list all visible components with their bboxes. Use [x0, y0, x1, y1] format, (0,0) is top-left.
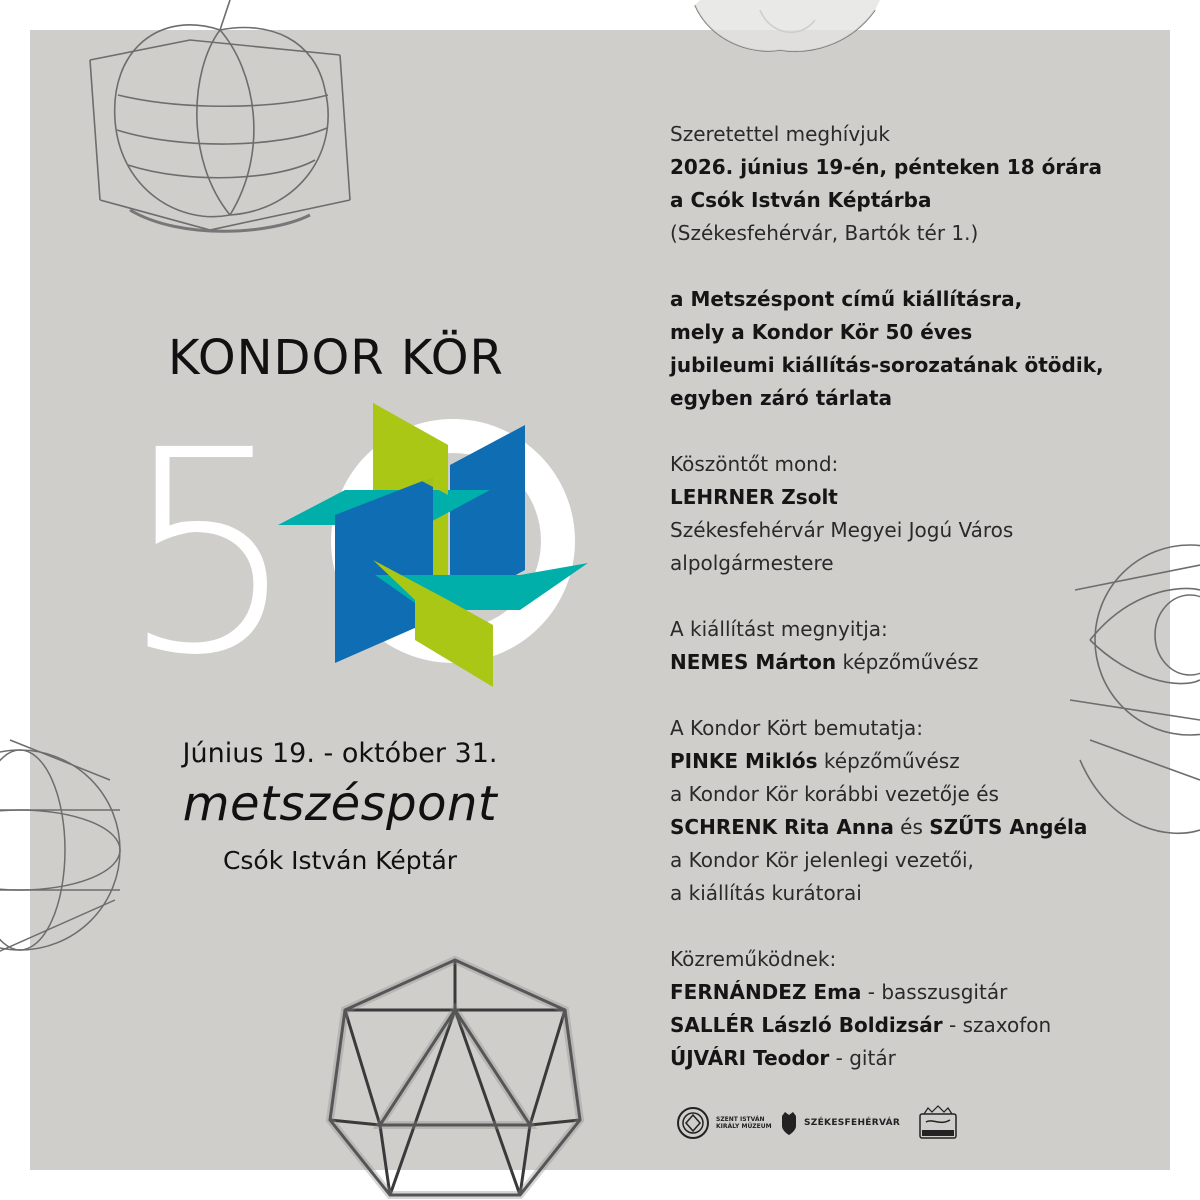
exhibition-venue: Csók István Képtár	[222, 846, 458, 875]
intro-label: A Kondor Kört bemutatja:	[670, 716, 924, 740]
museum-name-1: SZENT ISTVÁN	[716, 1116, 765, 1123]
event-datetime: 2026. június 19-én, pénteken 18 órára	[670, 155, 1103, 179]
intro-role-1b: a Kondor Kör korábbi vezetője és	[670, 782, 999, 806]
festival-logo	[918, 1104, 958, 1140]
intro-role-3: a kiállítás kurátorai	[670, 881, 862, 905]
number-five: 5	[120, 395, 299, 695]
invitation-text	[670, 118, 1190, 1075]
musician-1	[670, 976, 1190, 1009]
intro-name-1: PINKE Miklós	[670, 749, 818, 773]
city-logo	[780, 1110, 900, 1136]
kondor-kor-title: KONDOR KÖR	[168, 330, 504, 386]
museum-emblem-icon	[676, 1106, 710, 1140]
intro-role-2: a Kondor Kör jelenlegi vezetői,	[670, 848, 974, 872]
intro-name-3: SZŰTS Angéla	[929, 815, 1088, 839]
exhibition-line-1: a Metszéspont című kiállításra,	[670, 287, 1023, 311]
invite-line: Szeretettel meghívjuk	[670, 122, 890, 146]
musician-3-role: - gitár	[835, 1046, 896, 1070]
musician-2	[670, 1009, 1190, 1042]
exhibition-line-3: jubileumi kiállítás-sorozatának ötödik,	[670, 353, 1104, 377]
intro-and: és	[900, 815, 923, 839]
musician-3-name: ÚJVÁRI Teodor	[670, 1046, 830, 1070]
fifty-emblem	[115, 395, 605, 695]
intro-role-1: képzőművész	[823, 749, 960, 773]
museum-name-2: KIRÁLY MÚZEUM	[716, 1123, 772, 1130]
opening-label: A kiállítást megnyitja:	[670, 617, 888, 641]
greeting-label: Köszöntőt mond:	[670, 452, 839, 476]
event-place: a Csók István Képtárba	[670, 188, 932, 212]
greeting-name: LEHRNER Zsolt	[670, 485, 838, 509]
intro-line-2	[670, 811, 1190, 844]
sponsor-logos	[668, 1104, 968, 1144]
exhibition-name: metszéspont	[182, 776, 498, 832]
musician-2-role: - szaxofon	[949, 1013, 1052, 1037]
opening-role: képzőművész	[842, 650, 979, 674]
museum-logo	[676, 1106, 772, 1140]
opening-name: NEMES Márton	[670, 650, 837, 674]
greeting-role-1: Székesfehérvár Megyei Jogú Város	[670, 518, 1014, 542]
musician-1-name: FERNÁNDEZ Ema	[670, 980, 862, 1004]
music-label: Közreműködnek:	[670, 947, 837, 971]
exhibition-line-2: mely a Kondor Kör 50 éves	[670, 320, 973, 344]
greeting-role-2: alpolgármestere	[670, 551, 834, 575]
musician-1-role: - basszusgitár	[867, 980, 1008, 1004]
exhibition-dates: Június 19. - október 31.	[182, 738, 498, 769]
opening-line	[670, 646, 1190, 679]
intro-name-2: SCHRENK Rita Anna	[670, 815, 894, 839]
intro-line-1	[670, 745, 1190, 778]
musician-2-name: SALLÉR László Boldizsár	[670, 1013, 943, 1037]
city-crest-icon	[780, 1110, 798, 1136]
event-address: (Székesfehérvár, Bartók tér 1.)	[670, 221, 979, 245]
city-name: SZÉKESFEHÉRVÁR	[804, 1118, 901, 1128]
exhibition-line-4: egyben záró tárlata	[670, 386, 893, 410]
musician-3	[670, 1042, 1190, 1075]
festival-badge-icon	[918, 1104, 958, 1140]
